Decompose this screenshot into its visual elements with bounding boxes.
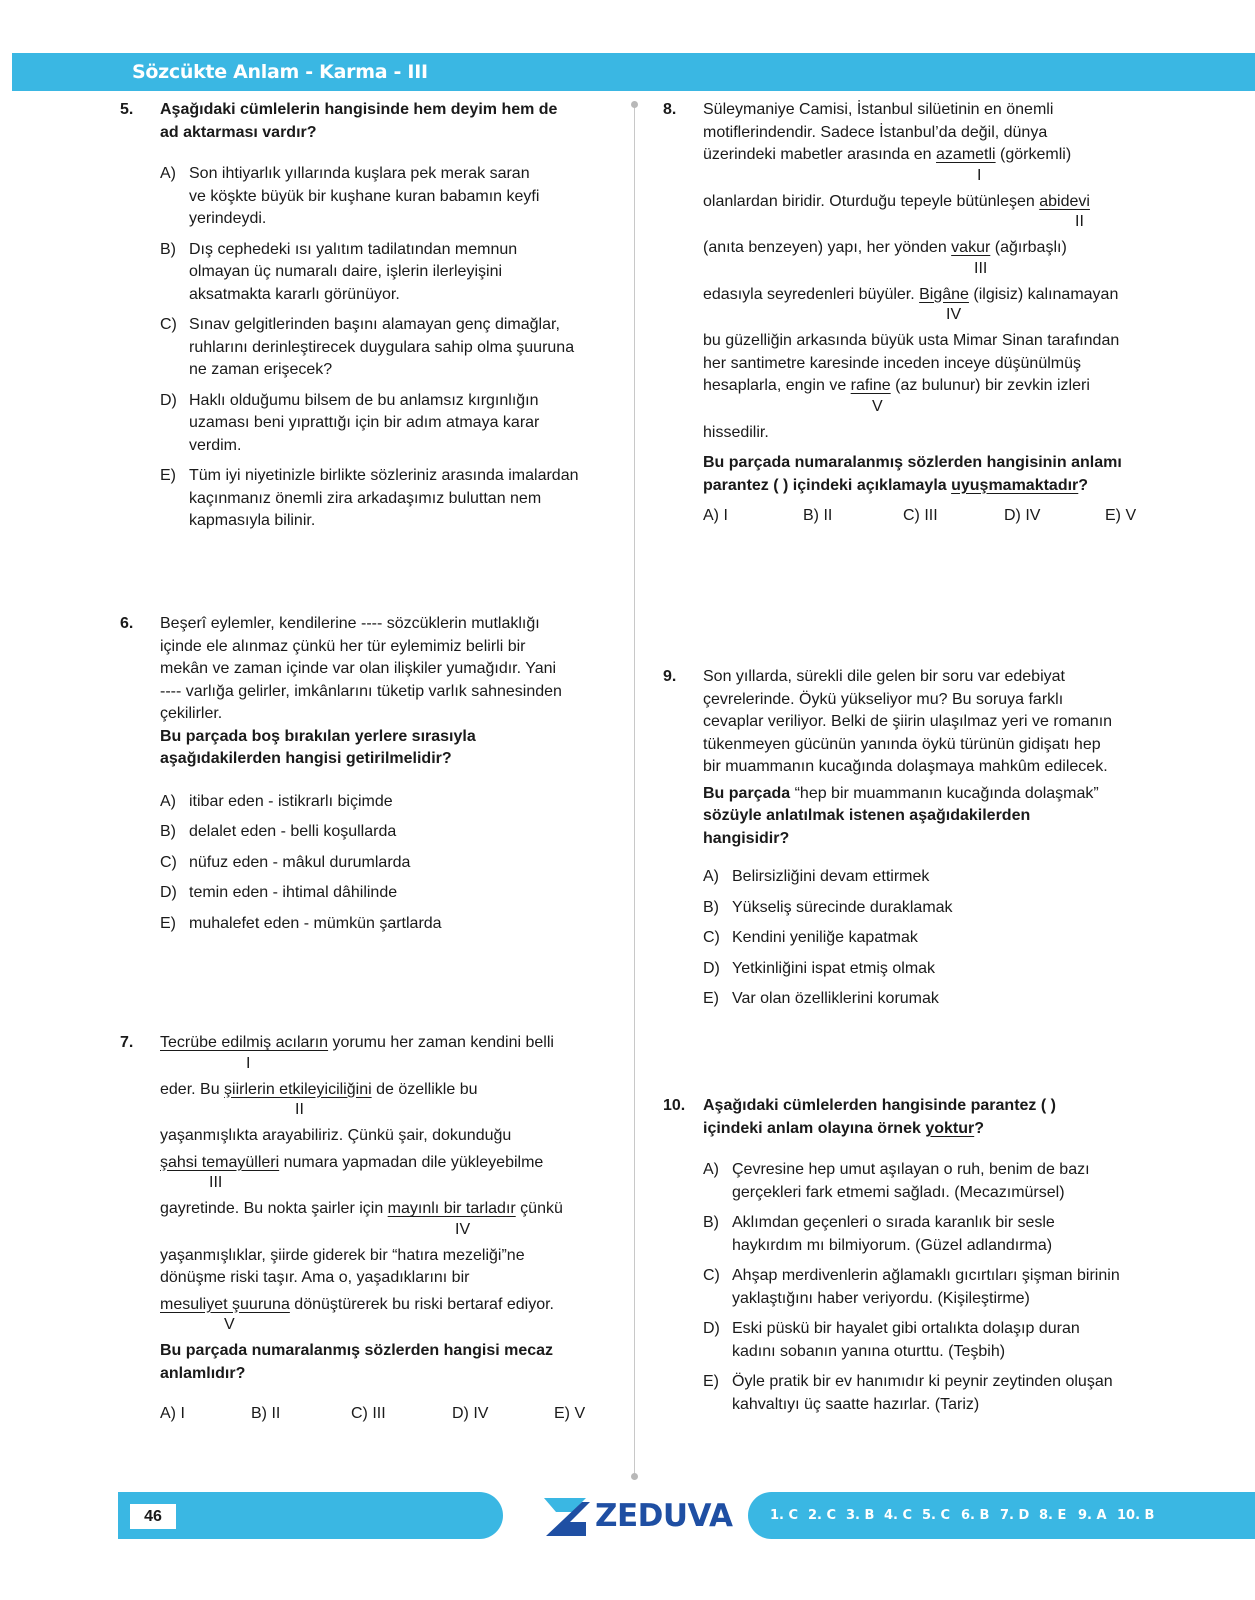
passage-line: mekân ve zaman içinde var olan ilişkiler yumağıdır. Yani <box>160 660 557 677</box>
option-text: delalet eden - belli koşullarda <box>189 823 397 840</box>
passage-line: ---- varlığa gelirler, imkânlarını tüketip varlık sahnesinden <box>160 682 562 700</box>
stem-line: sözüyle anlatılmak istenen aşağıdakilerden <box>703 807 1031 824</box>
option-letter: E) <box>160 914 176 932</box>
option-letter: B) <box>160 823 176 840</box>
passage-line: Son yıllarda, sürekli dile gelen bir soru var edebiyat <box>703 668 1065 685</box>
question-number: 6. <box>120 615 134 632</box>
answer-key-item: 10. B <box>1117 1508 1155 1523</box>
option-line: kaçınmanız önemli zira arkadaşımız buluttan nem <box>189 489 542 507</box>
option-letter: A) <box>703 1161 719 1178</box>
option-text: Kendini yeniliğe kapatmak <box>732 929 918 946</box>
answer-key-item: 3. B <box>846 1508 875 1523</box>
stem-text: Bu parçada <box>703 784 791 802</box>
passage-text: motiflerindendir. Sadece İstanbul’da değil, dünya <box>703 123 1048 141</box>
option-line: aksatmakta kararlı görünüyor. <box>189 285 400 303</box>
option-line: Tüm iyi niyetinizle birlikte sözleriniz arasında imalardan <box>189 467 579 484</box>
option-line: Eski püskü bir hayalet gibi ortalıkta dolaşıp duran <box>732 1320 1080 1337</box>
passage-text: hissedilir. <box>703 423 769 441</box>
passage-line: çevrelerinde. Öykü yükseliyor mu? Bu soruya farklı <box>703 690 1064 708</box>
answer-choice[interactable]: A) I <box>703 507 728 524</box>
option-letter: D) <box>703 959 720 977</box>
brand-name: ZEDUVA <box>595 1498 733 1534</box>
passage-text: bu güzelliğin arkasında büyük usta Mimar Sinan tarafından <box>703 332 1120 349</box>
passage-text: yorumu her zaman kendini belli <box>328 1034 554 1051</box>
option-letter: E) <box>703 990 719 1007</box>
question-passage <box>160 613 610 726</box>
answer-choice[interactable]: C) III <box>903 507 938 524</box>
option-a[interactable] <box>160 791 610 814</box>
underlined-phrase: vakur <box>951 239 991 256</box>
passage-text: de özellikle bu <box>371 1080 478 1098</box>
option-line: Aklımdan geçenleri o sırada karanlık bir sesle <box>732 1214 1055 1231</box>
option-d[interactable] <box>160 882 610 905</box>
underlined-phrase: mayınlı bir tarladır <box>387 1200 516 1217</box>
option-line: Ahşap merdivenlerin ağlamaklı gıcırtıları şişman birinin <box>732 1267 1120 1284</box>
passage-text: üzerindeki mabetler arasında en <box>703 146 937 163</box>
question-passage <box>703 666 1163 779</box>
roman-numeral-label: I <box>977 166 982 184</box>
option-letter: D) <box>703 1320 720 1337</box>
roman-numeral-label: II <box>1075 213 1084 230</box>
option-text: nüfuz eden - mâkul durumlarda <box>189 853 411 871</box>
underlined-keyword: yoktur <box>925 1119 975 1137</box>
question-stem <box>160 1340 610 1385</box>
roman-numeral-label: I <box>246 1054 251 1072</box>
question-stem <box>160 99 610 144</box>
option-line: olmayan üç numaralı daire, işlerin ilerleyişini <box>189 263 503 280</box>
passage-text: olanlardan biridir. Oturduğu tepeyle bütünleşen <box>703 192 1040 210</box>
question-number: 10. <box>663 1097 686 1114</box>
passage-text: (görkemli) <box>995 146 1072 163</box>
answer-choice[interactable]: A) I <box>160 1405 185 1422</box>
passage-line: çekilirler. <box>160 705 223 722</box>
option-e[interactable] <box>160 913 610 936</box>
underlined-phrase: Tecrübe edilmiş acıların <box>160 1034 329 1051</box>
option-b[interactable] <box>160 821 610 844</box>
option-text: muhalefet eden - mümkün şartlarda <box>189 914 442 932</box>
option-e[interactable] <box>160 465 610 533</box>
stem-text: parantez ( ) içindeki açıklamayla <box>703 476 952 494</box>
answer-choice[interactable]: E) V <box>554 1405 586 1422</box>
passage-text: edasıyla seyredenleri büyüler. <box>703 285 920 303</box>
passage-text: dönüşme riski taşır. Ama o, yaşadıklarını bir <box>160 1269 470 1286</box>
question-stem <box>703 452 1163 497</box>
option-d[interactable] <box>160 390 610 458</box>
passage-text: (ilgisiz) kalınamayan <box>968 285 1119 303</box>
question-number: 7. <box>120 1034 134 1051</box>
page-number: 46 <box>130 1504 176 1529</box>
brand-logo <box>542 1494 732 1540</box>
passage-line: bir muammanın kucağında dolaşmaya mahkûm edilecek. <box>703 758 1108 775</box>
header-bar <box>12 53 1255 91</box>
underlined-phrase: azametli <box>936 146 996 163</box>
divider-dot-top <box>631 101 638 108</box>
passage-text: yaşanmışlıkta arayabiliriz. Çünkü şair, dokunduğu <box>160 1127 512 1144</box>
option-text: Var olan özelliklerini korumak <box>732 990 939 1007</box>
option-c[interactable] <box>703 1265 1163 1310</box>
answer-row <box>703 505 1163 529</box>
answer-key-item: 9. A <box>1078 1508 1107 1523</box>
answer-choice[interactable]: D) IV <box>1004 507 1041 524</box>
underlined-phrase: abidevi <box>1039 192 1090 210</box>
stem-line: Aşağıdaki cümlelerin hangisinde hem deyim hem de <box>160 101 558 118</box>
option-d[interactable] <box>703 958 1163 981</box>
option-text: Yetkinliğini ispat etmiş olmak <box>732 959 936 977</box>
underlined-phrase: rafine <box>850 377 891 394</box>
option-b[interactable] <box>703 1212 1163 1257</box>
passage-line: tükenmeyen gücünün yanında öykü türünün gidişatı hep <box>703 735 1101 753</box>
option-letter: E) <box>160 467 176 484</box>
option-letter: A) <box>160 792 176 810</box>
passage-text: gayretinde. Bu nokta şairler için <box>160 1200 388 1217</box>
column-divider <box>634 104 635 1476</box>
underlined-phrase: Bigâne <box>919 285 969 303</box>
question-number: 9. <box>663 668 677 685</box>
stem-line: hangisidir? <box>703 829 790 847</box>
stem-text: ? <box>974 1119 984 1137</box>
option-a[interactable] <box>703 866 1163 889</box>
option-line: haykırdım mı bilmiyorum. (Güzel adlandırma) <box>732 1236 1053 1254</box>
stem-line: Aşağıdaki cümlelerden hangisinde parantez ( ) <box>703 1097 1056 1114</box>
option-letter: D) <box>160 391 177 409</box>
stem-line: Bu parçada numaralanmış sözlerden hangisinin anlamı <box>703 454 1122 471</box>
option-e[interactable] <box>703 1371 1163 1416</box>
underlined-keyword: uyuşmamaktadır <box>951 476 1079 494</box>
roman-numeral-label: III <box>209 1174 223 1191</box>
option-d[interactable] <box>703 1318 1163 1363</box>
option-letter: A) <box>160 165 176 182</box>
underlined-phrase: şiirlerin etkileyiciliğini <box>224 1080 372 1098</box>
answer-choice[interactable]: B) II <box>251 1405 281 1422</box>
option-letter: C) <box>160 853 177 871</box>
option-line: Sınav gelgitlerinden başını alamayan genç dimağlar, <box>189 316 560 333</box>
option-b[interactable] <box>703 897 1163 920</box>
roman-numeral-label: III <box>974 259 988 277</box>
option-line: kapmasıyla bilinir. <box>189 512 316 529</box>
answer-key-item: 8. E <box>1039 1508 1067 1523</box>
option-letter: C) <box>703 929 720 946</box>
passage-text: her santimetre karesinde inceden inceye düşünülmüş <box>703 354 1081 372</box>
answer-key-item: 4. C <box>884 1508 913 1523</box>
option-b[interactable] <box>160 239 610 307</box>
option-letter: E) <box>703 1373 719 1390</box>
option-text: Yükseliş sürecinde duraklamak <box>732 898 953 916</box>
roman-numeral-label: IV <box>946 306 962 323</box>
option-line: ruhlarını derinleştirecek duygulara sahip olma şuuruna <box>189 338 575 356</box>
option-text: Belirsizliğini devam ettirmek <box>732 868 930 885</box>
answer-row <box>160 1403 610 1427</box>
option-c[interactable] <box>160 314 610 382</box>
option-letter: B) <box>160 240 176 258</box>
stem-text: “hep bir muammanın kucağında dolaşmak” <box>790 784 1099 802</box>
passage-text: çünkü <box>515 1200 563 1217</box>
option-text: itibar eden - istikrarlı biçimde <box>189 792 393 810</box>
passage-line: içinde ele alınmaz çünkü her tür eylemimiz belirli bir <box>160 637 526 655</box>
stem-line: Bu parçada numaralanmış sözlerden hangisi mecaz <box>160 1342 554 1359</box>
option-line: ne zaman erişecek? <box>189 361 333 378</box>
option-letter: C) <box>703 1267 720 1284</box>
option-line: gerçekleri fark etmemi sağladı. (Mecazımürsel) <box>732 1183 1065 1201</box>
option-text: temin eden - ihtimal dâhilinde <box>189 884 398 901</box>
stem-line: Bu parçada boş bırakılan yerlere sırasıyla <box>160 727 476 745</box>
passage-text: yaşanmışlıklar, şiirde giderek bir “hatıra mezeliği”ne <box>160 1246 525 1264</box>
answer-choice[interactable]: E) V <box>1105 507 1137 524</box>
question-passage <box>160 1032 610 1427</box>
answer-key-item: 5. C <box>922 1508 951 1523</box>
option-c[interactable] <box>703 927 1163 950</box>
passage-text: eder. Bu <box>160 1080 225 1098</box>
stem-line: aşağıdakilerden hangisi getirilmelidir? <box>160 750 452 767</box>
answer-key-item: 1. C <box>770 1508 799 1523</box>
option-letter: B) <box>703 898 719 916</box>
option-line: Dış cephedeki ısı yalıtım tadilatından memnun <box>189 240 518 258</box>
zeduva-logo-icon <box>542 1494 592 1540</box>
divider-dot-bottom <box>631 1473 638 1480</box>
passage-text: Süleymaniye Camisi, İstanbul silüetinin en önemli <box>703 101 1054 118</box>
question-stem <box>160 726 610 771</box>
passage-text: (anıta benzeyen) yapı, her yönden <box>703 239 952 256</box>
option-line: Öyle pratik bir ev hanımıdır ki peynir zeytinden oluşan <box>732 1373 1113 1390</box>
option-line: Haklı olduğumu bilsem de bu anlamsız kırgınlığın <box>189 391 539 409</box>
answer-key-item: 7. D <box>1000 1508 1030 1523</box>
question-stem <box>703 1095 1163 1140</box>
option-line: Son ihtiyarlık yıllarında kuşlara pek merak saran <box>189 165 530 182</box>
option-line: kahvaltıyı üç saatte hazırlar. (Tariz) <box>732 1395 980 1413</box>
answer-choice[interactable]: C) III <box>351 1405 386 1422</box>
option-line: yerindeydi. <box>189 210 267 227</box>
option-c[interactable] <box>160 852 610 875</box>
question-number: 5. <box>120 101 134 118</box>
question-passage <box>703 99 1163 529</box>
question-number: 8. <box>663 101 677 118</box>
stem-line: anlamlıdır? <box>160 1364 246 1382</box>
passage-text: dönüştürerek bu riski bertaraf ediyor. <box>289 1295 554 1313</box>
question-stem <box>703 783 1163 851</box>
roman-numeral-label: V <box>872 397 883 415</box>
option-letter: B) <box>703 1214 719 1231</box>
option-a[interactable] <box>703 1159 1163 1204</box>
option-line: verdim. <box>189 436 242 454</box>
passage-text: numara yapmadan dile yükleyebilme <box>279 1153 544 1171</box>
option-line: uzaması beni yıprattığı için bir adım atmaya karar <box>189 414 540 431</box>
option-line: yaklaştığını haber veriyordu. (Kişileştirme) <box>732 1289 1030 1307</box>
roman-numeral-label: II <box>295 1101 304 1118</box>
underlined-phrase: şahsi temayülleri <box>160 1153 280 1171</box>
option-line: ve köşkte büyük bir kuşhane kuran babamın keyfi <box>189 187 540 205</box>
option-line: Çevresine hep umut aşılayan o ruh, benim de bazı <box>732 1161 1090 1178</box>
option-letter: D) <box>160 884 177 901</box>
answer-choice[interactable]: D) IV <box>452 1405 489 1422</box>
stem-text: içindeki anlam olayına örnek <box>703 1119 926 1137</box>
answer-key-item: 6. B <box>961 1508 990 1523</box>
roman-numeral-label: V <box>224 1316 235 1333</box>
option-a[interactable] <box>160 163 610 231</box>
passage-line: cevaplar veriliyor. Belki de şiirin ulaşılmaz yeri ve romanın <box>703 713 1113 730</box>
underlined-phrase: mesuliyet şuuruna <box>160 1295 290 1313</box>
option-letter: A) <box>703 868 719 885</box>
option-line: kadını sobanın yanına oturttu. (Teşbih) <box>732 1342 1006 1360</box>
answer-key-item: 2. C <box>808 1508 837 1523</box>
passage-text: (ağırbaşlı) <box>990 239 1067 256</box>
answer-choice[interactable]: B) II <box>803 507 833 524</box>
stem-text: ? <box>1078 476 1089 494</box>
option-e[interactable] <box>703 988 1163 1011</box>
stem-line: ad aktarması vardır? <box>160 123 317 141</box>
roman-numeral-label: IV <box>455 1220 471 1238</box>
passage-text: hesaplarla, engin ve <box>703 377 851 394</box>
passage-line: Beşerî eylemler, kendilerine ---- sözcüklerin mutlaklığı <box>160 615 540 632</box>
section-title: Sözcükte Anlam - Karma - III <box>132 61 428 83</box>
option-letter: C) <box>160 316 177 333</box>
passage-text: (az bulunur) bir zevkin izleri <box>890 377 1090 394</box>
